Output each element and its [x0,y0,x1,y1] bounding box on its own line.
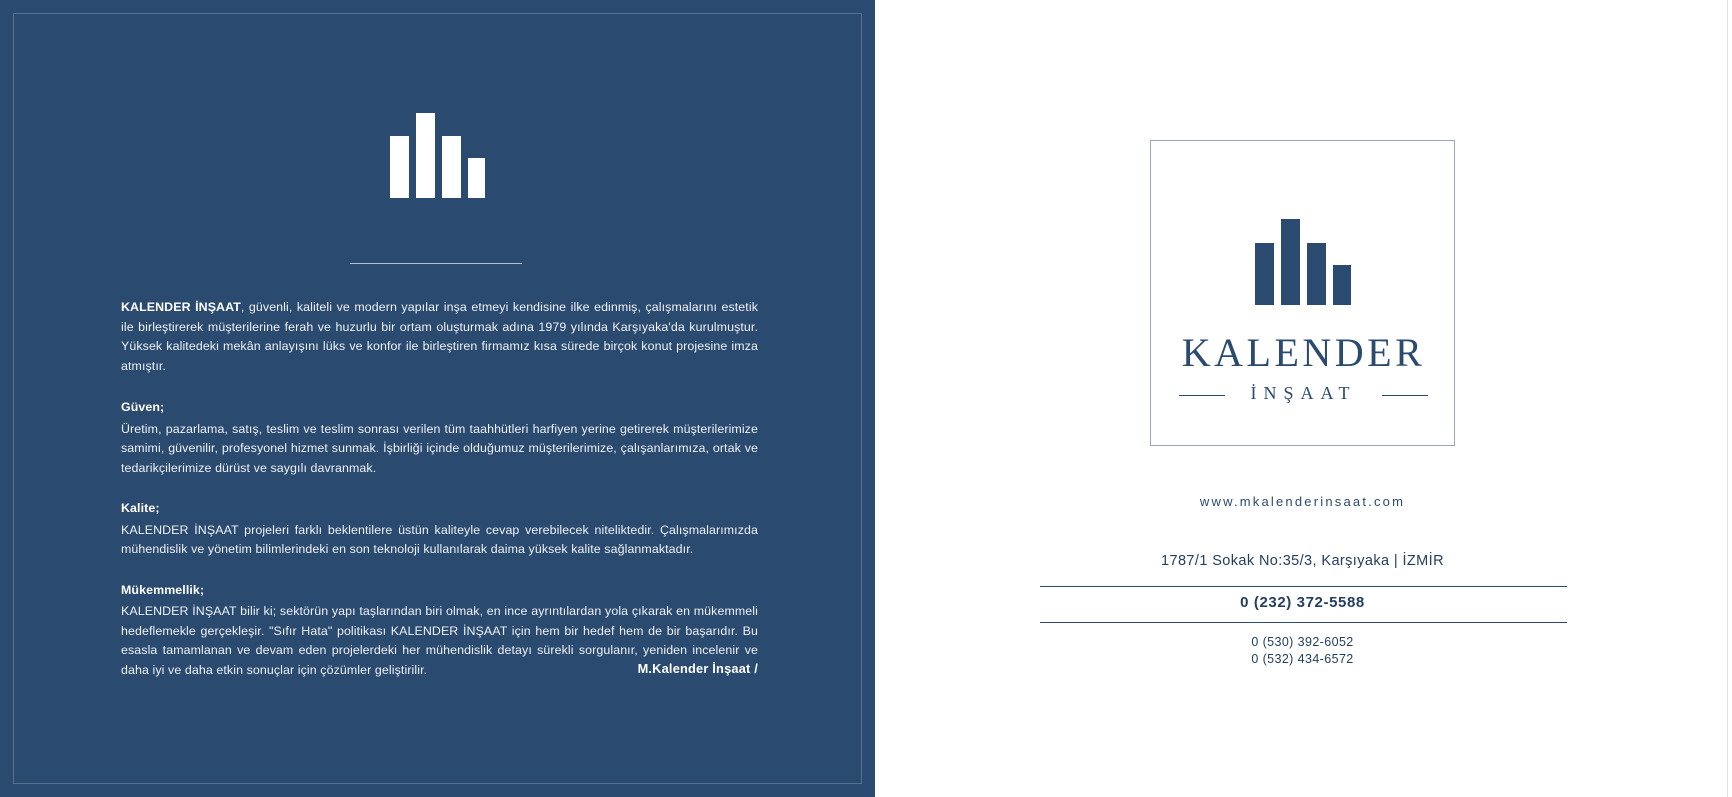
section-guven [121,398,758,478]
section-mukemmellik-body: KALENDER İNŞAAT bilir ki; sektörün yapı taşlarından biri olmak, en ince ayrıntılardan yola çıkarak en mükemmeli hedeflemekle gerçekleşir. "Sıfır Hata" politikası KALENDER İNŞAAT için hem bir hedef hem de bir başarıdır. Bu esasla tamamlanan ve devam eden projelerdeki her mühendislik detayı sürekli sorgulanır, yeniden incelenir ve daha iyi ve daha etkin sonuçlar için çözümler geliştirilir. [121,604,758,677]
signature-text: M.Kalender İnşaat / [637,661,758,676]
kalender-logo-mark-white-icon [390,113,485,198]
intro-text: , güvenli, kaliteli ve modern yapılar inşa etmeyi kendisine ilke edinmiş, çalışmalarını estetik ile birleştirerek müşterilerine ferah ve huzurlu bir ortam oluşturmak adına 1979 yılında Karşıyaka'da kurulmuştur. Yüksek kalitedeki mekân anlayışını lüks ve konfor ile birleştiren firmamız kısa sürede birçok konut projesine imza atmıştır. [121,300,758,373]
address-text: 1787/1 Sokak No:35/3, Karşıyaka | İZMİR [1161,553,1444,569]
brand-subtitle-rule-right [1382,395,1428,396]
section-mukemmellik-heading: Mükemmellik; [121,582,205,597]
about-copy [121,298,758,701]
page-edge-strip [1727,0,1732,797]
right-panel [875,0,1732,797]
section-guven-body: Üretim, pazarlama, satış, teslim ve teslim sonrası verilen tüm taahhütleri harfiyen yerine getirerek müşterilerimize samimi, güvenilir, profesyonel hizmet sunmak. İşbirliği içinde olduğumuz müşterilerimize, çalışanlarımıza, ortak ve tedarikçilerimize dürüst ve saygılı davranmak. [121,421,758,475]
section-kalite-body: KALENDER İNŞAAT projeleri farklı beklentilere üstün kaliteyle cevap verebilecek niteliktedir. Çalışmalarımızda mühendislik ve yönetim bilimlerindeki en son teknoloji kullanılarak daima yüksek kalite sağlanmaktadır. [121,522,758,556]
website-link[interactable]: www.mkalenderinsaat.com [1199,494,1406,509]
brand-title: KALENDER [1181,330,1426,375]
kalender-logo-mark-blue-icon [1255,219,1351,305]
brand-subtitle: İNŞAAT [1250,383,1357,403]
primary-phone[interactable]: 0 (232) 372-5588 [1240,594,1365,611]
intro-lead: KALENDER İNŞAAT [121,300,241,314]
contact-rule-top [1040,586,1567,587]
contact-rule-bottom [1040,622,1567,623]
logo-card [1150,140,1455,446]
secondary-phone-1[interactable]: 0 (530) 392-6052 [1251,635,1354,649]
divider-rule [350,263,522,264]
secondary-phone-2[interactable]: 0 (532) 434-6572 [1251,652,1354,666]
secondary-phones [1015,634,1590,668]
section-kalite-heading: Kalite; [121,501,160,515]
section-guven-heading: Güven; [121,400,165,414]
section-kalite [121,499,758,560]
intro-paragraph [121,298,758,376]
